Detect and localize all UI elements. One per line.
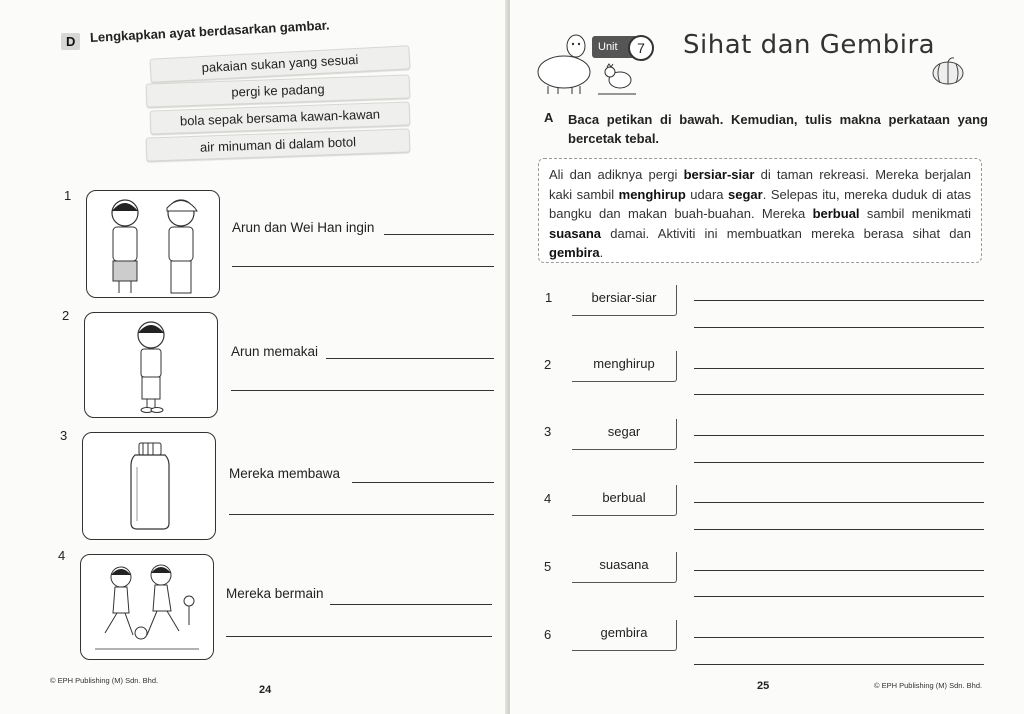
word-bank: [150, 52, 410, 160]
reading-passage: [538, 158, 982, 263]
passage-text: sambil menikmati: [859, 206, 971, 221]
vocab-word-box: gembira: [572, 620, 677, 651]
left-page: [0, 0, 508, 714]
bold-word: bersiar-siar: [683, 167, 755, 182]
bold-word: suasana: [549, 225, 602, 241]
passage-text: . Selepas itu, mereka duduk di atas bangku dan makan buah-buahan. Mereka: [549, 186, 971, 221]
passage-text: .: [599, 245, 604, 260]
football-image: [81, 555, 213, 659]
answer-line[interactable]: [694, 394, 984, 395]
question-stem: Arun dan Wei Han ingin: [232, 220, 375, 235]
answer-line[interactable]: [694, 462, 984, 463]
question-stem: Arun memakai: [231, 344, 319, 359]
answer-line[interactable]: [694, 435, 984, 436]
answer-line[interactable]: [231, 390, 494, 391]
passage-text: di taman rekreasi. Mereka berjalan kaki sambil: [549, 167, 971, 202]
answer-line[interactable]: [226, 636, 492, 637]
bold-word: menghirup: [618, 186, 686, 202]
vocab-number: 2: [544, 357, 552, 372]
word-bank-item: pakaian sukan yang sesuai: [150, 45, 411, 83]
passage-text: damai. Aktiviti ini membuatkan mereka berasa sihat dan: [601, 225, 971, 241]
copyright-footer: © EPH Publishing (M) Sdn. Bhd.: [50, 676, 159, 685]
answer-line[interactable]: [229, 514, 494, 515]
answer-line[interactable]: [352, 482, 494, 483]
bold-word: gembira: [549, 245, 600, 260]
section-a-instruction: Baca petikan di bawah. Kemudian, tulis makna perkataan yang bercetak tebal.: [568, 112, 988, 146]
question-number: 4: [58, 548, 66, 563]
boy-sportswear-illustration: [84, 312, 218, 418]
passage-text: udara: [685, 186, 729, 202]
vocab-word-box: menghirup: [572, 351, 677, 382]
answer-line[interactable]: [694, 327, 984, 328]
unit-title: Sihat dan Gembira: [683, 30, 936, 60]
playing-football-illustration: [80, 554, 214, 660]
pumpkin-icon: [930, 56, 966, 86]
answer-line[interactable]: [694, 570, 984, 571]
answer-line[interactable]: [694, 596, 984, 597]
word-bank-item: pergi ke padang: [146, 74, 411, 107]
vocab-number: 3: [544, 424, 552, 439]
page-number: 25: [757, 680, 770, 692]
bold-word: segar: [728, 186, 763, 202]
section-a-letter: A: [544, 110, 554, 125]
vocab-word-box: bersiar-siar: [572, 285, 677, 316]
word-bank-item: bola sepak bersama kawan-kawan: [150, 101, 411, 134]
question-number: 1: [64, 188, 72, 203]
answer-line[interactable]: [694, 368, 984, 369]
question-number: 2: [62, 308, 70, 323]
vocab-word-box: segar: [572, 419, 677, 450]
copyright-footer: © EPH Publishing (M) Sdn. Bhd.: [874, 681, 983, 690]
page-number: 24: [259, 684, 272, 696]
word-bank-item: air minuman di dalam botol: [146, 128, 411, 161]
bottle-image: [83, 433, 215, 539]
vocab-word-box: berbual: [572, 485, 677, 516]
answer-line[interactable]: [694, 637, 984, 638]
question-stem: Mereka bermain: [226, 586, 324, 601]
answer-line[interactable]: [384, 234, 494, 235]
answer-line[interactable]: [330, 604, 492, 605]
vocab-word-box: suasana: [572, 552, 677, 583]
vocab-number: 6: [544, 627, 552, 642]
boy-image: [85, 313, 217, 417]
passage-text: Ali dan adiknya pergi: [549, 167, 684, 182]
question-number: 3: [60, 428, 68, 443]
section-d-instruction: Lengkapkan ayat berdasarkan gambar.: [89, 17, 330, 45]
answer-line[interactable]: [232, 266, 494, 267]
section-d-badge: D: [61, 33, 80, 50]
answer-line[interactable]: [694, 664, 984, 665]
answer-line[interactable]: [694, 300, 984, 301]
question-stem: Mereka membawa: [229, 466, 341, 481]
unit-label: Unit: [592, 36, 642, 58]
vocab-number: 5: [544, 559, 552, 574]
vocab-number: 1: [545, 290, 553, 305]
answer-line[interactable]: [694, 529, 984, 530]
answer-line[interactable]: [694, 502, 984, 503]
unit-number: 7: [628, 35, 654, 61]
two-boys-image: [87, 191, 219, 297]
bold-word: berbual: [812, 206, 860, 221]
answer-line[interactable]: [326, 358, 494, 359]
vocab-number: 4: [544, 491, 552, 506]
two-boys-illustration: [86, 190, 220, 298]
water-bottle-illustration: [82, 432, 216, 540]
